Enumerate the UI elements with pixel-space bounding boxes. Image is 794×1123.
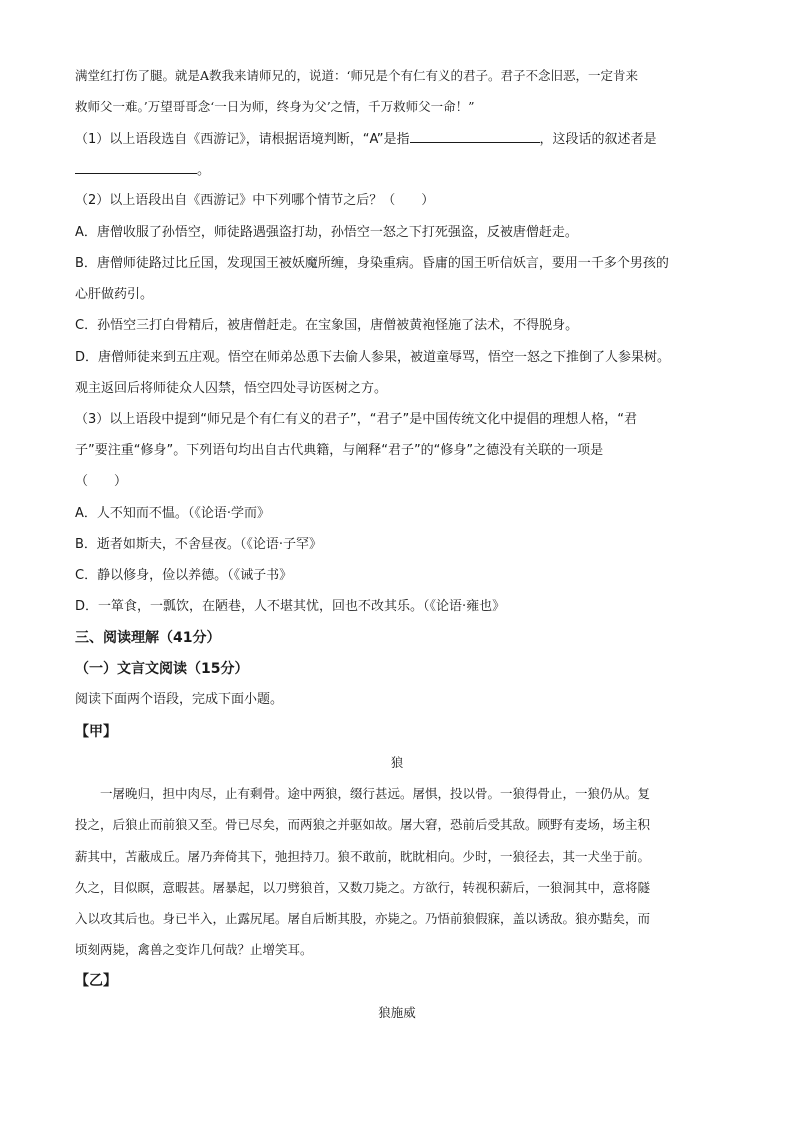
question-2-option-b-cont: 心肝做药引。 [75, 287, 154, 302]
question-1-line-2 [75, 161, 210, 180]
question-1-end: 。 [197, 163, 211, 178]
answer-blank-a[interactable] [410, 130, 540, 143]
subsection-heading: （一）文言文阅读（15分） [75, 661, 249, 677]
question-3-option-c: C．静以修身，俭以养德。（《诫子书》 [75, 568, 293, 583]
answer-blank-narrator[interactable] [75, 161, 197, 174]
passage-jia-line-5: 入以攻其后也。身已半入，止露尻尾。屠自后断其股，亦毙之。乃悟前狼假寐，盖以诱敌。狼亦黠矣，而 [75, 911, 651, 926]
question-1 [75, 130, 657, 149]
question-1-mid: ，这段话的叙述者是 [539, 132, 657, 147]
passage-yi-label: 【乙】 [75, 973, 117, 989]
question-3-option-b: B．逝者如斯夫，不舍昼夜。（《论语·子罕》 [75, 537, 323, 552]
question-2-option-a: A．唐僧收服了孙悟空，师徒路遇强盗打劫，孙悟空一怒之下打死强盗，反被唐僧赶走。 [75, 225, 578, 240]
question-2-option-b: B．唐僧师徒路过比丘国，发现国王被妖魔所缠，身染重病。昏庸的国王听信妖言，要用一千多个男孩的 [75, 256, 669, 271]
section-heading: 三、阅读理解（41分） [75, 630, 221, 646]
passage-jia-line-1: 一屠晚归，担中肉尽，止有剩骨。途中两狼，缀行甚远。屠惧，投以骨。一狼得骨止，一狼仍从。复 [100, 786, 651, 801]
question-3-stem-cont: 子”要注重“修身”。下列语句均出自古代典籍，与阐释“君子”的“修身”之德没有关联的一项是 [75, 443, 604, 458]
passage-jia-line-6: 顷刻两毙，禽兽之变诈几何哉？止增笑耳。 [75, 942, 313, 957]
question-3-paren: （ ） [75, 474, 128, 489]
question-1-stem: （1）以上语段选自《西游记》，请根据语境判断，“A”是指 [75, 132, 410, 147]
question-3-option-a: A．人不知而不愠。（《论语·学而》 [75, 506, 271, 521]
passage-jia-line-3: 薪其中，苫蔽成丘。屠乃奔倚其下，弛担持刀。狼不敢前，眈眈相向。少时，一狼径去，其一犬坐于前。 [75, 849, 651, 864]
question-2-stem: （2）以上语段出自《西游记》中下列哪个情节之后？（ ） [75, 193, 435, 208]
question-2-option-c: C．孙悟空三打白骨精后，被唐僧赶走。在宝象国，唐僧被黄袍怪施了法术，不得脱身。 [75, 318, 579, 333]
passage-jia-title: 狼 [390, 755, 404, 770]
question-3-option-d: D．一箪食，一瓢饮，在陋巷，人不堪其忧，回也不改其乐。（《论语·雍也》 [75, 599, 506, 614]
question-2-option-d: D．唐僧师徒来到五庄观。悟空在师弟怂恿下去偷人参果，被道童辱骂，悟空一怒之下推倒了人参果树。 [75, 350, 671, 365]
question-3-stem: （3）以上语段中提到“师兄是个有仁有义的君子”，“君子”是中国传统文化中提倡的理想人格，“君 [75, 412, 637, 427]
reading-instruction: 阅读下面两个语段，完成下面小题。 [75, 692, 284, 707]
passage-jia-label: 【甲】 [75, 724, 117, 740]
passage-line-2: 救师父一难。’万望哥哥念‘一日为师，终身为父’之情，千万救师父一命！” [75, 99, 475, 114]
passage-jia-line-2: 投之，后狼止而前狼又至。骨已尽矣，而两狼之并驱如故。屠大窘，恐前后受其敌。顾野有麦场，场主积 [75, 817, 651, 832]
passage-yi-title: 狼施威 [378, 1005, 416, 1020]
passage-jia-line-4: 久之，目似瞑，意暇甚。屠暴起，以刀劈狼首，又数刀毙之。方欲行，转视积薪后，一狼洞其中，意将隧 [75, 880, 651, 895]
passage-line-1: 满堂红打伤了腿。就是A教我来请师兄的，说道：‘师兄是个有仁有义的君子。君子不念旧恶，一定肯来 [75, 68, 639, 83]
question-2-option-d-cont: 观主返回后将师徒众人囚禁，悟空四处寻访医树之方。 [75, 381, 388, 396]
